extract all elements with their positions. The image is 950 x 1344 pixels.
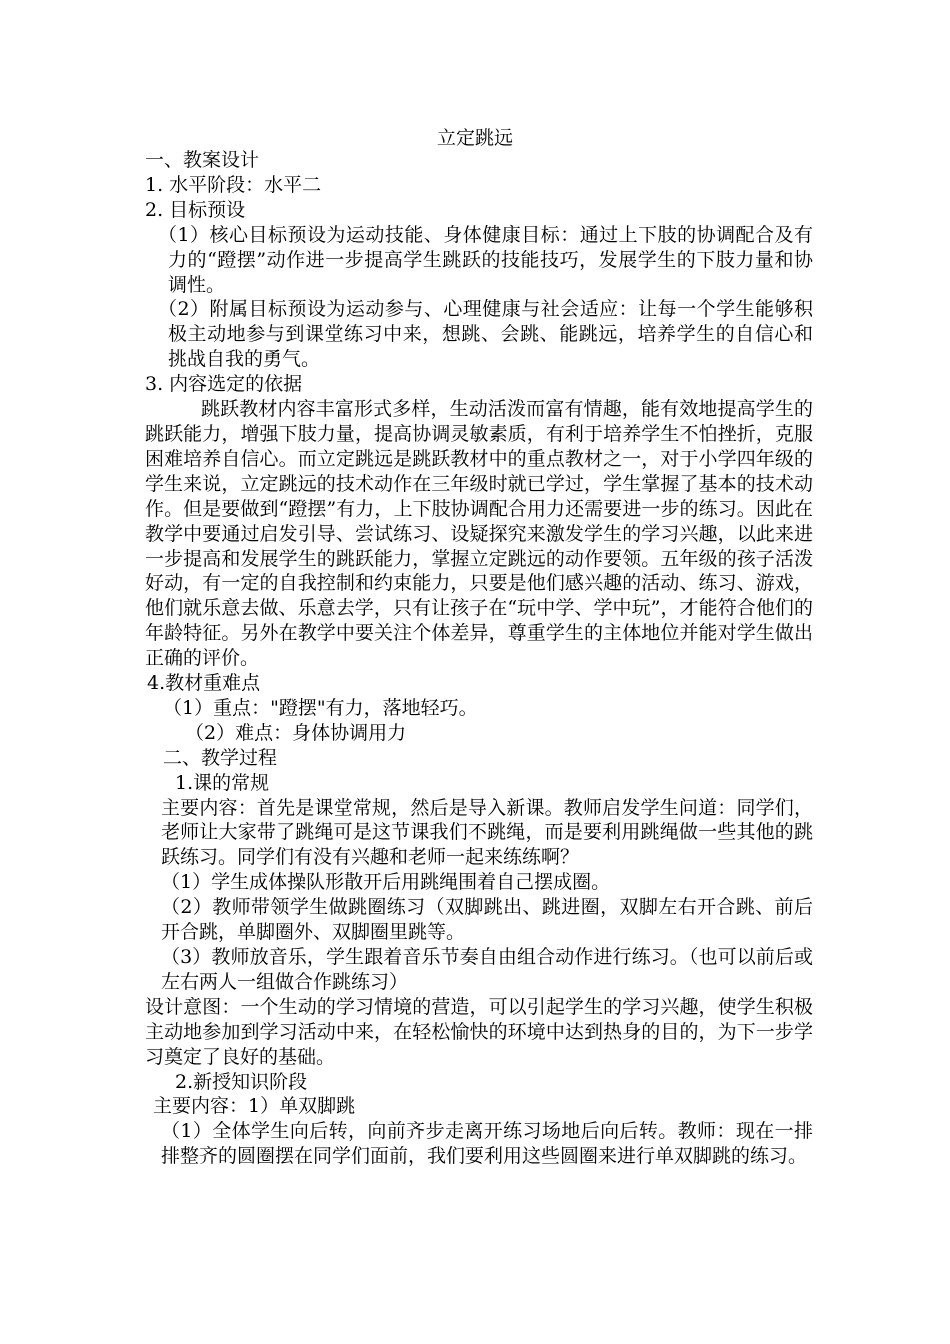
- difficult-point: （2）难点：身体协调用力: [185, 721, 407, 744]
- new-knowledge-main-content: 主要内容：1）单双脚跳: [153, 1095, 356, 1118]
- goal-core: （1）核心目标预设为运动技能、身体健康目标：通过上下肢的协调配合及有力的“蹬摆”动作进一步提高学生跳跃的技能技巧，发展学生的下肢力量和协调性。: [158, 223, 813, 296]
- routine-step-1: （1）学生成体操队形散开后用跳绳围着自己摆成圈。: [161, 871, 611, 894]
- item-content-basis-heading: 3. 内容选定的依据: [145, 373, 303, 396]
- routine-step-2: （2）教师带领学生做跳圈练习（双脚跳出、跳进圈，双脚左右开合跳、前后开合跳，单脚圈外、双脚圈里跳等。: [161, 896, 813, 944]
- routine-step-3: （3）教师放音乐，学生跟着音乐节奏自由组合动作进行练习。（也可以前后或左右两人一组做合作跳练习）: [161, 946, 813, 993]
- new-knowledge-step-1: （1）全体学生向后转，向前齐步走离开练习场地后向后转。教师：现在一排排整齐的圆圈摆在同学们面前，我们要利用这些圆圈来进行单双脚跳的练习。: [161, 1120, 813, 1168]
- routine-main-content: 主要内容：首先是课堂常规，然后是导入新课。教师启发学生问道：同学们，老师让大家带了跳绳可是这节课我们不跳绳，而是要利用跳绳做一些其他的跳跃练习。同学们有没有兴趣和老师一起来练练啊？: [161, 796, 813, 869]
- section-heading-teaching-process: 二、教学过程: [163, 746, 278, 769]
- document-body: [145, 148, 813, 1169]
- item-new-knowledge-heading: 2.新授知识阶段: [175, 1070, 308, 1093]
- item-key-difficult-heading: 4.教材重难点: [147, 672, 261, 695]
- section-heading-lesson-design: 一、教案设计: [145, 149, 260, 171]
- document-title: 立定跳远: [436, 127, 513, 149]
- item-goals-heading: 2. 目标预设: [145, 198, 246, 221]
- item-routine-heading: 1.课的常规: [175, 771, 270, 794]
- routine-design-intent: 设计意图：一个生动的学习情境的营造，可以引起学生的学习兴趣，使学生积极主动地参加到学习活动中来，在轻松愉快的环境中达到热身的目的，为下一步学习奠定了良好的基础。: [145, 995, 813, 1068]
- goal-auxiliary: （2）附属目标预设为运动参与、心理健康与社会适应：让每一个学生能够积极主动地参与到课堂练习中来，想跳、会跳、能跳远，培养学生的自信心和挑战自我的勇气。: [158, 298, 813, 371]
- content-basis-paragraph: 跳跃教材内容丰富形式多样，生动活泼而富有情趣，能有效地提高学生的跳跃能力，增强下肢力量，提高协调灵敏素质，有利于培养学生不怕挫折，克服困难培养自信心。而立定跳远是跳跃教材中的重点教材之一，对于小学四年级的学生来说，立定跳远的技术动作在三年级时就已学过，学生掌握了基本的技术动作。但是要做到“蹬摆”有力，上下肢协调配合用力还需要进一步的练习。因此在教学中要通过启发引导、尝试练习、设疑探究来激发学生的学习兴趣，以此来进一步提高和发展学生的跳跃能力，掌握立定跳远的动作要领。五年级的孩子活泼好动，有一定的自我控制和约束能力，只要是他们感兴趣的活动、练习、游戏，他们就乐意去做、乐意去学，只有让孩子在“玩中学、学中玩”，才能符合他们的年龄特征。另外在教学中要关注个体差异，尊重学生的主体地位并能对学生做出正确的评价。: [145, 398, 813, 670]
- key-point: （1）重点："蹬摆"有力，落地轻巧。: [163, 696, 478, 719]
- item-level: 1. 水平阶段：水平二: [145, 173, 322, 196]
